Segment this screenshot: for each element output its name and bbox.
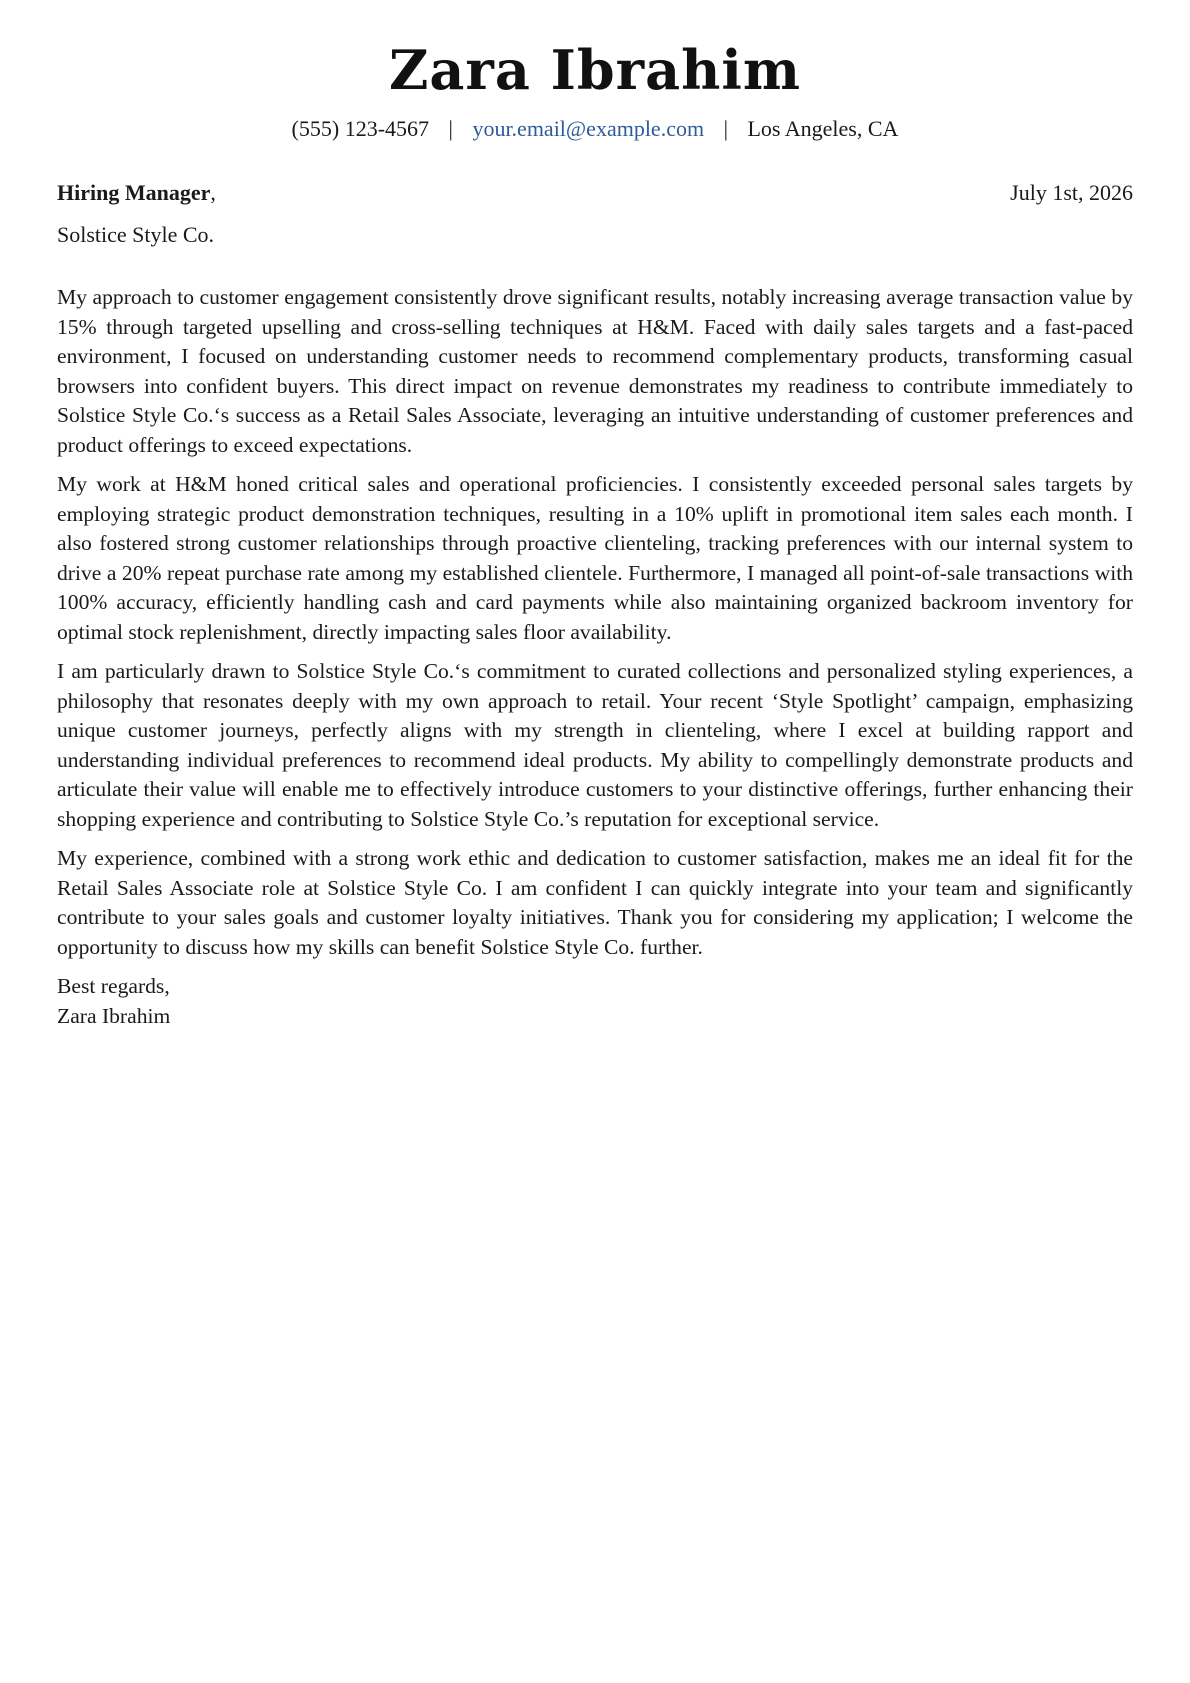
body-paragraph: I am particularly drawn to Solstice Style Co.‘s commitment to curated collections and personalized styling experiences, a philosophy that resonates deeply with my own approach to retail. Your recent ‘Style Spotlight’ campaign, emphasizing unique customer journeys, perfectly aligns with my strength in clienteling, where I excel at building rapport and understanding individual preferences to recommend ideal products. My ability to compellingly demonstrate products and articulate their value will enable me to effectively introduce customers to your distinctive offerings, further enhancing their shopping experience and contributing to Solstice Style Co.’s reputation for exceptional service.: [57, 659, 1133, 831]
letter-date: July 1st, 2026: [1010, 180, 1133, 205]
contact-line: [57, 114, 1133, 144]
signature-name: Zara Ibrahim: [57, 1003, 171, 1028]
recipient-row: [57, 178, 1133, 208]
letter-body: [57, 283, 1133, 1031]
applicant-name: Zara Ibrahim: [388, 38, 802, 102]
contact-separator: |: [723, 116, 728, 141]
recipient-title: [57, 178, 216, 208]
email-link[interactable]: your.email@example.com: [472, 116, 705, 141]
sign-off: Best regards,: [57, 974, 170, 998]
contact-separator: |: [448, 116, 453, 141]
recipient-company: Solstice Style Co.: [57, 222, 215, 247]
body-paragraph: My experience, combined with a strong work ethic and dedication to customer satisfaction, makes me an ideal fit for the Retail Sales Associate role at Solstice Style Co. I am confident I can quickly integrate into your team and significantly contribute to your sales goals and customer loyalty initiatives. Thank you for considering my application; I welcome the opportunity to discuss how my skills can benefit Solstice Style Co. further.: [57, 846, 1133, 959]
closing: [57, 972, 1133, 1031]
location: Los Angeles, CA: [747, 116, 899, 141]
body-paragraph: My approach to customer engagement consistently drove significant results, notably increasing average transaction value by 15% through targeted upselling and cross-selling techniques at H&M. Faced with daily sales targets and a fast-paced environment, I focused on understanding customer needs to recommend complementary products, transforming casual browsers into confident buyers. This direct impact on revenue demonstrates my readiness to contribute immediately to Solstice Style Co.‘s success as a Retail Sales Associate, leveraging an intuitive understanding of customer preferences and product offerings to exceed expectations.: [57, 285, 1133, 457]
body-paragraph: My work at H&M honed critical sales and operational proficiencies. I consistently exceeded personal sales targets by employing strategic product demonstration techniques, resulting in a 10% uplift in promotional item sales each month. I also fostered strong customer relationships through proactive clienteling, tracking preferences with our internal system to drive a 20% repeat purchase rate among my established clientele. Furthermore, I managed all point-of-sale transactions with 100% accuracy, efficiently handling cash and card payments while also maintaining organized backroom inventory for optimal stock replenishment, directly impacting sales floor availability.: [57, 472, 1133, 644]
phone-number: (555) 123-4567: [291, 116, 430, 141]
recipient-title-text: Hiring Manager: [57, 180, 211, 205]
recipient-comma: ,: [210, 180, 216, 205]
